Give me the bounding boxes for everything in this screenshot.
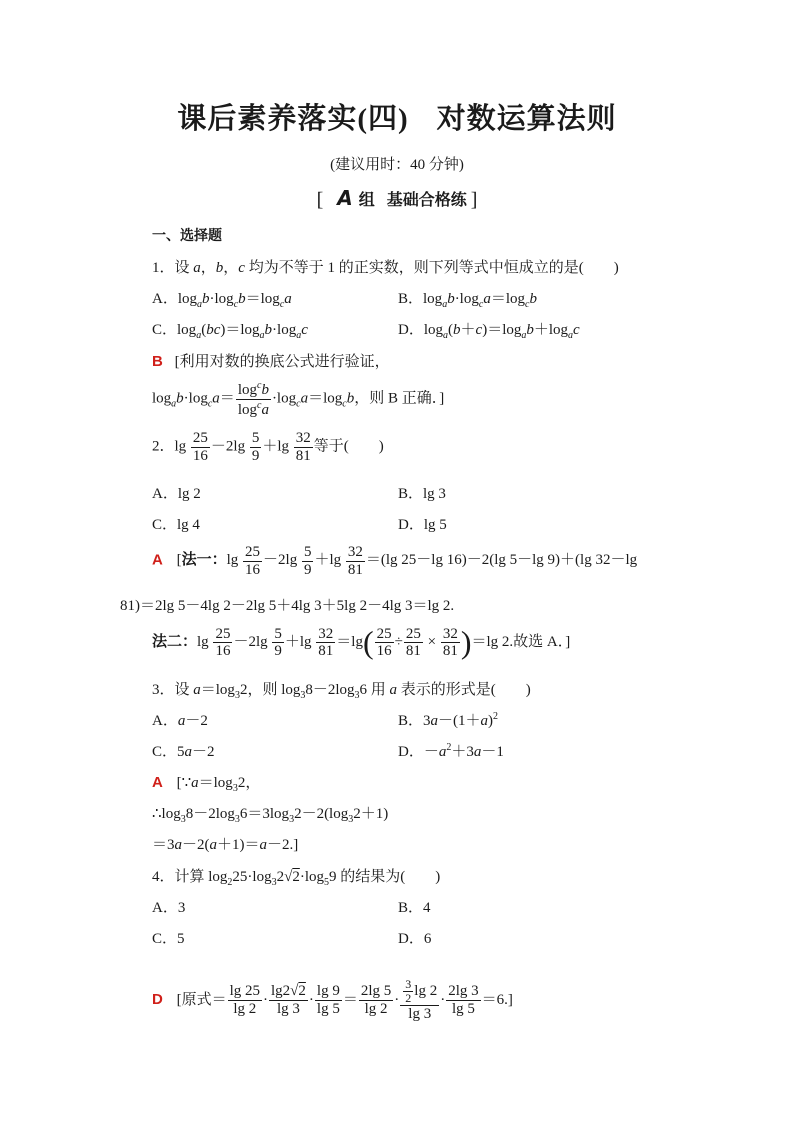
title-sub: 对数运算法则 bbox=[436, 103, 617, 135]
section-heading: 一、选择题 bbox=[152, 228, 222, 244]
group-right-bracket: ] bbox=[470, 189, 478, 211]
q1-option-d: D．$\log_a(b+c)=\log_ab+\log_ac$ bbox=[398, 322, 580, 341]
q2-option-d: D．lg 5 bbox=[398, 517, 447, 533]
q4-option-a: A．3 bbox=[152, 900, 186, 916]
group-name: 基础合格练 bbox=[386, 192, 467, 209]
q4-explanation: D [原式＝ $\frac{\lg 25}{\lg 2}$ · $\frac{\lg 2√2}{\lg 3}$ · $\frac{\lg 9}{\lg 5}$ ＝ $\frac{2\lg 5}{\lg 2}$ · $\frac{3}{2}$ lg 2 lg 3 · $\frac{2\lg 3}{\lg 5}$ ＝6.] bbox=[152, 977, 513, 1023]
q1-option-c: C．$\log_a(bc)=\log_ab\cdot\log_ac$ bbox=[152, 322, 308, 341]
q1-stem: 1．设 a，b，c 均为不等于 1 的正实数，则下列等式中恒成立的是( ) bbox=[152, 260, 619, 276]
q3-stem: 3．设 $a=\log_32$，则 $\log_38-2\log_36$ 用 a 表示的形式是( ) bbox=[152, 682, 531, 701]
q4-answer: D bbox=[152, 990, 163, 1008]
q2-explanation-line1: A [法一：lg $\frac{25}{16}$ －2lg $\frac{5}{9}$ ＋lg $\frac{32}{81}$ ＝(lg 25－lg 16)－2(lg 5－lg 9)＋(lg 32－lg bbox=[152, 544, 638, 578]
q1-explanation-line1 bbox=[152, 350, 390, 371]
title-main: 课后素养落实(四) bbox=[177, 103, 409, 135]
q1-option-a: A．$\log_ab\cdot\log_cb=\log_ca$ bbox=[152, 291, 292, 310]
q2-explanation-line2: 81)＝2lg 5－4lg 2－2lg 5＋4lg 3＋5lg 2－4lg 3＝lg 2. bbox=[120, 598, 455, 614]
q3-explanation-line3: ＝3a－2(a＋1)＝a－2.] bbox=[152, 837, 299, 853]
q4-option-d: D．6 bbox=[398, 931, 432, 947]
suggested-time: (建议用时：40 分钟) bbox=[330, 157, 464, 173]
page-title bbox=[0, 96, 794, 137]
q4-option-c: C．5 bbox=[152, 931, 185, 947]
q4-stem: 4．计算 $\log_225\cdot\log_32√2\cdot\log_59$ 的结果为( ) bbox=[152, 869, 441, 888]
group-letter: A bbox=[337, 186, 353, 210]
group-label: 组 bbox=[358, 192, 375, 209]
q2-option-b: B．lg 3 bbox=[398, 486, 446, 502]
q3-answer: A bbox=[152, 774, 163, 791]
q2-answer: A bbox=[152, 551, 163, 569]
q2-stem: 2．lg $\frac{25}{16}$ －2lg $\frac{5}{9}$ ＋lg $\frac{32}{81}$ 等于( ) bbox=[152, 430, 384, 464]
q3-option-c: C．5a－2 bbox=[152, 744, 215, 760]
q3-explanation-line1: A [$\because a=\log_32$， bbox=[152, 774, 261, 794]
q1-option-b: B．$\log_ab\cdot\log_ca=\log_cb$ bbox=[398, 291, 537, 310]
group-left-bracket: [ bbox=[316, 189, 324, 211]
q2-explanation-line3: 法二：lg $\frac{25}{16}$ －2lg $\frac{5}{9}$ ＋lg $\frac{32}{81}$ ＝lg( $\frac{25}{16}$ ÷ $\frac{25}{81}$ × $\frac{32}{81}$ )＝lg 2.故选 A．] bbox=[152, 624, 571, 660]
q3-option-d: D．$-a^2+3a-1$ bbox=[398, 742, 504, 760]
q1-answer: B bbox=[152, 353, 163, 370]
q2-option-a: A．lg 2 bbox=[152, 486, 201, 502]
group-heading bbox=[0, 186, 794, 212]
q3-explanation-line2: $\therefore\log_38-2\log_36=3\log_32-2(\log_32+1)$ bbox=[152, 806, 389, 825]
q3-option-a: A．a－2 bbox=[152, 713, 208, 729]
q2-option-c: C．lg 4 bbox=[152, 517, 200, 533]
q4-option-b: B．4 bbox=[398, 900, 431, 916]
q1-expl1: [利用对数的换底公式进行验证， bbox=[174, 354, 390, 370]
q1-explanation-line2: $\log_ab\cdot\log_ca=$ $\frac{\log^cb}{\log^ca}$ $\cdot\log_ca=\log_cb$，则 B 正确．] bbox=[152, 380, 445, 418]
q3-option-b: B．$3a-(1+a)^2$ bbox=[398, 711, 499, 729]
